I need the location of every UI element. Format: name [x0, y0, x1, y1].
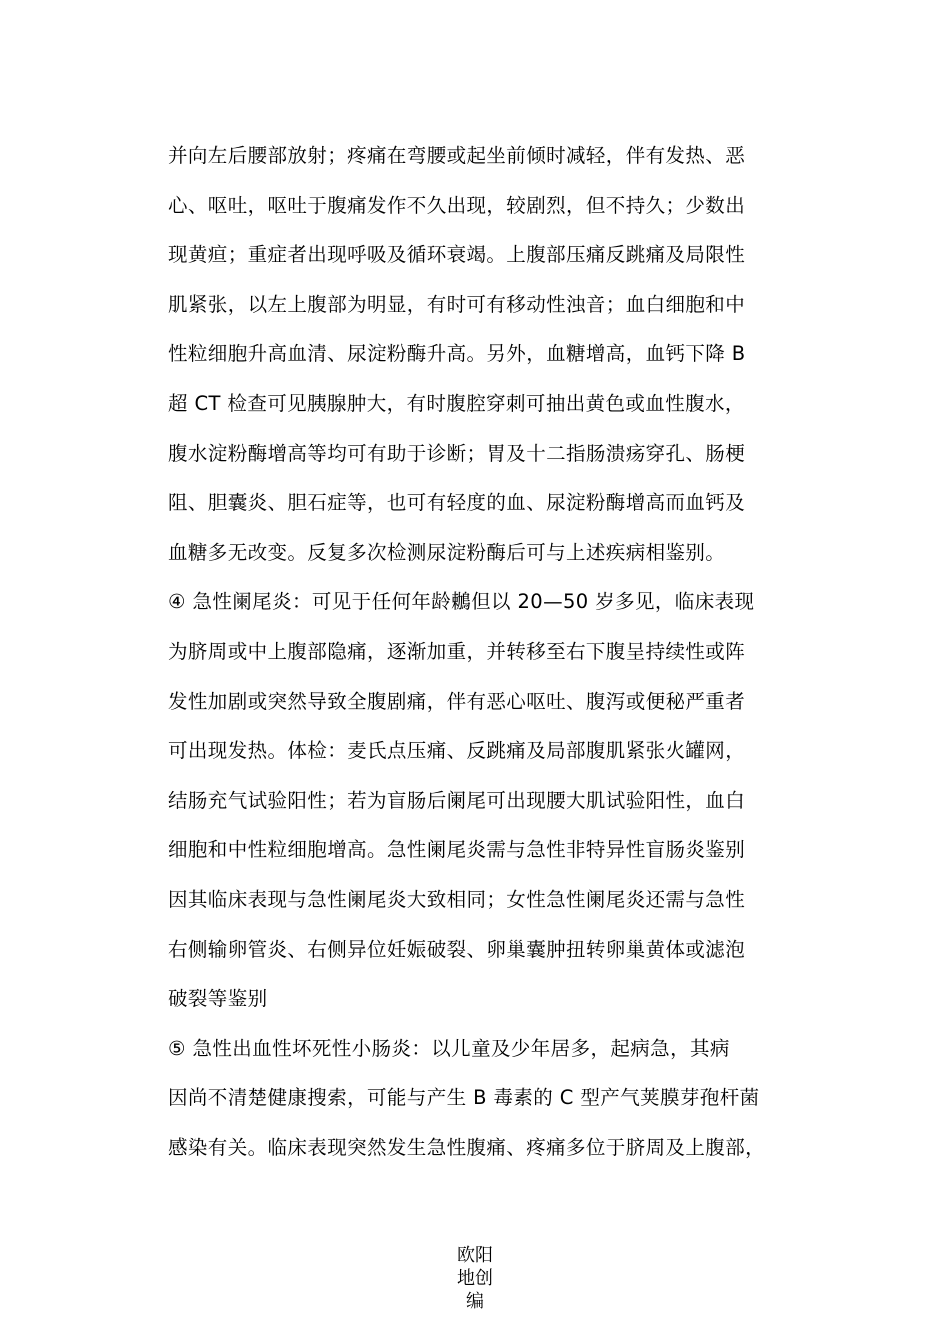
text-line: 腹水淀粉酶增高等均可有助于诊断；胃及十二指肠溃疡穿孔、肠梗: [168, 441, 746, 465]
text-line: 因其临床表现与急性阑尾炎大致相同；女性急性阑尾炎还需与急性: [168, 887, 746, 911]
text-line: 阻、胆囊炎、胆石症等，也可有轻度的血、尿淀粉酶增高而血钙及: [168, 491, 746, 515]
text-line: 右侧输卵管炎、右侧异位妊娠破裂、卵巢囊肿扭转卵巢黄体或滤泡: [168, 937, 746, 961]
text-line: 因尚不清楚健康搜索，可能与产生 B 毒素的 C 型产气荚膜芽孢杆菌: [168, 1086, 760, 1110]
text-line: 肌紧张，以左上腹部为明显，有时可有移动性浊音；血白细胞和中: [168, 292, 746, 316]
text-line: 性粒细胞升高血清、尿淀粉酶升高。另外，血糖增高，血钙下降 B: [168, 342, 746, 366]
text-line: 血糖多无改变。反复多次检测尿淀粉酶后可与上述疾病相鉴别。: [168, 540, 726, 564]
text-line: 发性加剧或突然导致全腹剧痛，伴有恶心呕吐、腹泻或便秘严重者: [168, 689, 746, 713]
text-line: ⑤ 急性出血性坏死性小肠炎：以儿童及少年居多，起病急，其病: [168, 1036, 730, 1060]
footer-line: 欧阳: [457, 1245, 493, 1266]
page-footer: [0, 1244, 950, 1313]
text-line: 破裂等鉴别: [168, 987, 268, 1011]
text-line: 结肠充气试验阳性；若为盲肠后阑尾可出现腰大肌试验阳性，血白: [168, 788, 746, 812]
footer-line: 编: [466, 1291, 484, 1312]
text-line: 为脐周或中上腹部隐痛，逐渐加重，并转移至右下腹呈持续性或阵: [168, 639, 746, 663]
body-text: [168, 131, 808, 1172]
text-line: 现黄疸；重症者出现呼吸及循环衰竭。上腹部压痛反跳痛及局限性: [168, 243, 746, 267]
text-line: 心、呕吐，呕吐于腹痛发作不久出现，较剧烈，但不持久；少数出: [168, 193, 746, 217]
text-line: 可出现发热。体检：麦氏点压痛、反跳痛及局部腹肌紧张火罐网，: [168, 739, 746, 763]
text-line: 感染有关。临床表现突然发生急性腹痛、疼痛多位于脐周及上腹部，: [168, 1135, 766, 1159]
footer-line: 地创: [457, 1268, 493, 1289]
text-line: 并向左后腰部放射；疼痛在弯腰或起坐前倾时减轻，伴有发热、恶: [168, 144, 746, 167]
text-line: 超 CT 检查可见胰腺肿大，有时腹腔穿刺可抽出黄色或血性腹水，: [168, 391, 745, 415]
text-line: 细胞和中性粒细胞增高。急性阑尾炎需与急性非特异性盲肠炎鉴别: [168, 838, 746, 862]
text-line: ④ 急性阑尾炎：可见于任何年龄鶒但以 20—50 岁多见，临床表现: [168, 590, 755, 614]
